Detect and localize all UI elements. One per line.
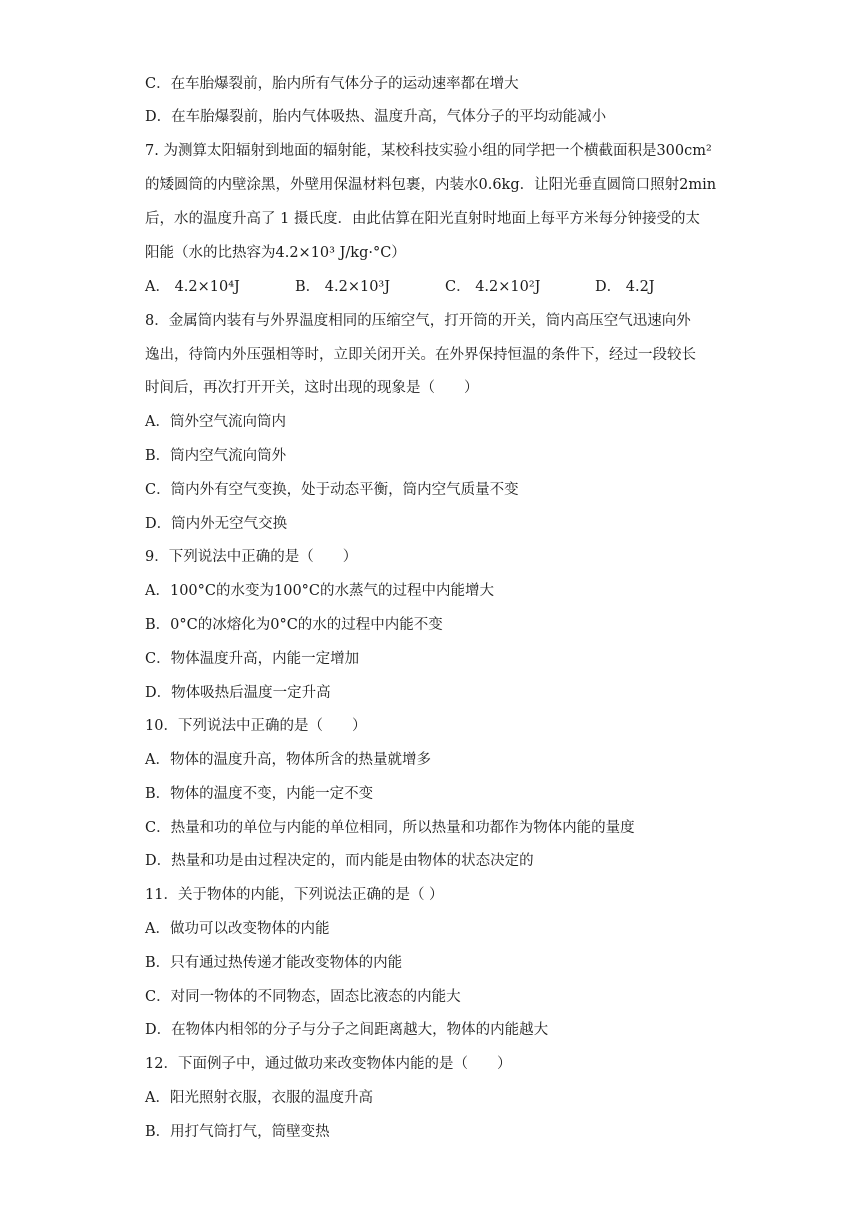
q11-option-c: C．对同一物体的不同物态，固态比液态的内能大 xyxy=(145,989,461,1005)
q9-option-c: C．物体温度升高，内能一定增加 xyxy=(145,651,360,667)
q7-stem-line-2: 的矮圆筒的内壁涂黑，外壁用保温材料包裹，内装水0.6kg．让阳光垂直圆筒口照射2min xyxy=(145,177,717,193)
q9-option-d: D．物体吸热后温度一定升高 xyxy=(145,685,331,701)
q11-stem: 11．关于物体的内能，下列说法正确的是（ ） xyxy=(145,887,444,903)
q9-option-b: B．0°C的冰熔化为0°C的水的过程中内能不变 xyxy=(145,617,443,633)
q9-stem: 9．下列说法中正确的是（ ） xyxy=(145,549,358,565)
q9-option-a: A．100°C的水变为100°C的水蒸气的过程中内能增大 xyxy=(145,583,495,599)
q7-stem-line-3: 后，水的温度升高了 1 摄氏度．由此估算在阳光直射时地面上每平方米每分钟接受的太 xyxy=(145,211,700,227)
q8-stem-line-3: 时间后，再次打开开关，这时出现的现象是（ ） xyxy=(145,380,479,396)
q7-stem-line-4: 阳能（水的比热容为4.2×10³ J/kg·°C） xyxy=(145,245,406,261)
q8-option-b: B．筒内空气流向筒外 xyxy=(145,448,287,464)
q10-option-d: D．热量和功是由过程决定的，而内能是由物体的状态决定的 xyxy=(145,853,534,869)
q12-stem: 12．下面例子中，通过做功来改变物体内能的是（ ） xyxy=(145,1056,512,1072)
q12-option-a: A．阳光照射衣服，衣服的温度升高 xyxy=(145,1090,373,1106)
q11-option-a: A．做功可以改变物体的内能 xyxy=(145,921,330,937)
q7-option-d: D． 4.2J xyxy=(595,279,655,295)
q8-option-d: D．筒内外无空气交换 xyxy=(145,516,288,532)
q11-option-d: D．在物体内相邻的分子与分子之间距离越大，物体的内能越大 xyxy=(145,1022,549,1038)
q6-option-c: C．在车胎爆裂前，胎内所有气体分子的运动速率都在增大 xyxy=(145,76,519,92)
q8-option-c: C．筒内外有空气变换，处于动态平衡，筒内空气质量不变 xyxy=(145,482,519,498)
q8-stem-line-1: 8．金属筒内装有与外界温度相同的压缩空气，打开筒的开关，筒内高压空气迅速向外 xyxy=(145,313,691,329)
q10-option-a: A．物体的温度升高，物体所含的热量就增多 xyxy=(145,752,431,768)
q7-option-c: C． 4.2×10²J xyxy=(445,279,541,295)
q10-option-b: B．物体的温度不变，内能一定不变 xyxy=(145,786,374,802)
q8-option-a: A．筒外空气流向筒内 xyxy=(145,414,286,430)
q11-option-b: B．只有通过热传递才能改变物体的内能 xyxy=(145,955,403,971)
q7-stem-line-1: 7. 为测算太阳辐射到地面的辐射能，某校科技实验小组的同学把一个横截面积是300cm² xyxy=(145,143,712,159)
q8-stem-line-2: 逸出，待筒内外压强相等时，立即关闭开关。在外界保持恒温的条件下，经过一段较长 xyxy=(145,347,696,363)
q10-stem: 10．下列说法中正确的是（ ） xyxy=(145,718,367,734)
q7-option-b: B． 4.2×10³J xyxy=(295,279,391,295)
q7-option-a: A． 4.2×10⁴J xyxy=(145,279,240,295)
q6-option-d: D．在车胎爆裂前，胎内气体吸热、温度升高，气体分子的平均动能减小 xyxy=(145,109,607,125)
q10-option-c: C．热量和功的单位与内能的单位相同，所以热量和功都作为物体内能的量度 xyxy=(145,820,635,836)
q12-option-b: B．用打气筒打气，筒壁变热 xyxy=(145,1124,330,1140)
